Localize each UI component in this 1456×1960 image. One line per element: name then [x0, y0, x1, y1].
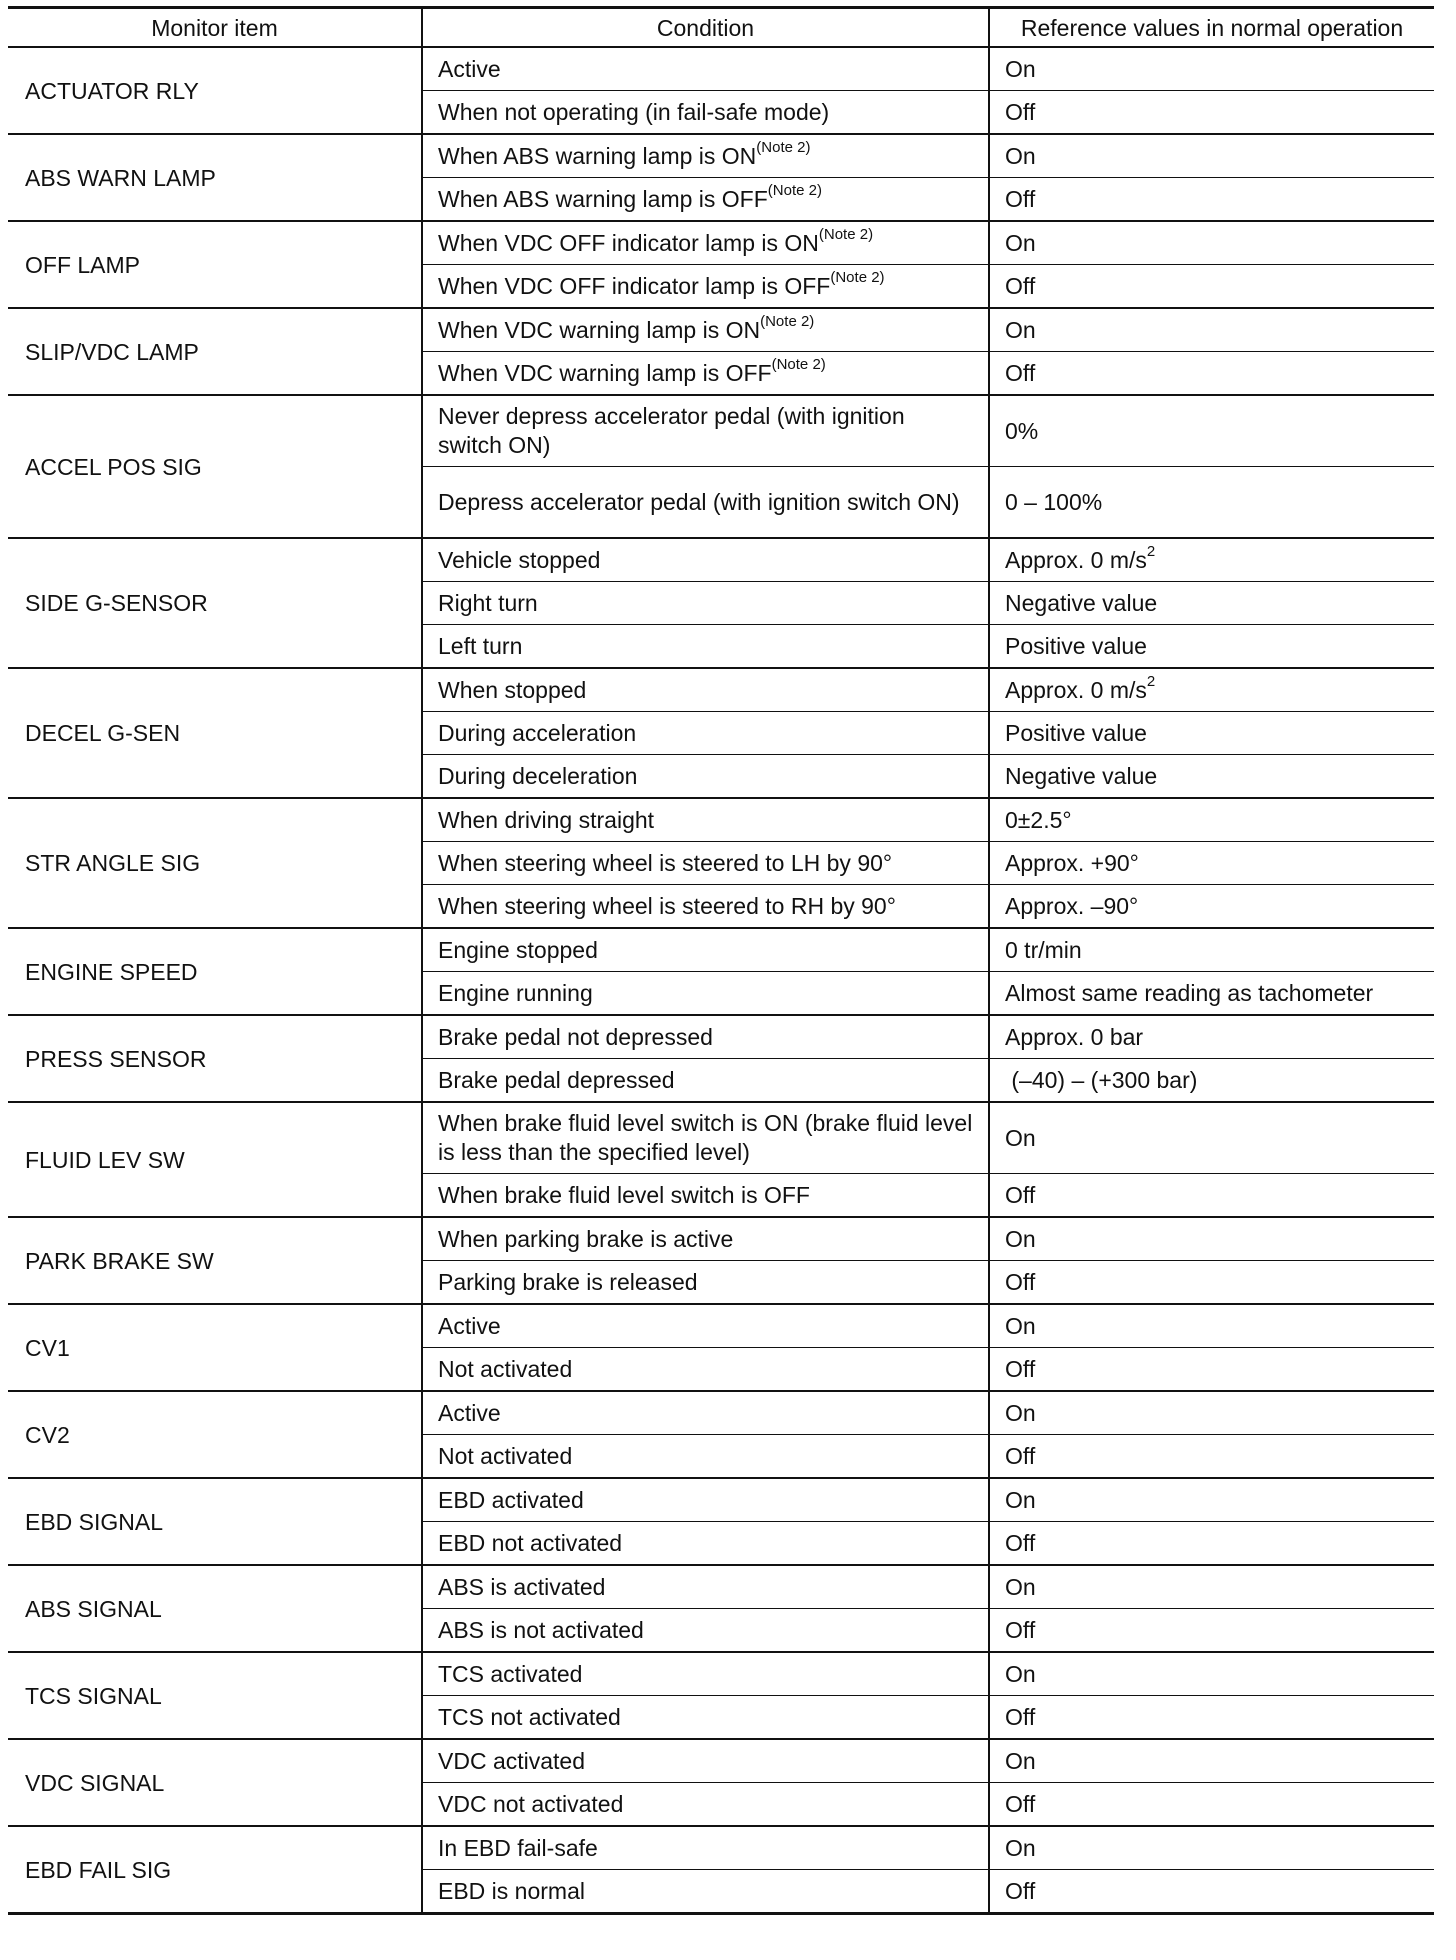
condition-text: Not activated — [438, 1443, 573, 1469]
condition-text: TCS activated — [438, 1661, 583, 1687]
monitor-item-cell: CV2 — [8, 1391, 422, 1478]
reference-value-cell — [989, 91, 1434, 135]
reference-value-cell — [989, 1059, 1434, 1103]
reference-value-text: On — [1005, 1748, 1036, 1774]
condition-cell — [422, 842, 989, 885]
table-row — [8, 1304, 1434, 1348]
reference-value-text: 0 – 100% — [1005, 489, 1103, 515]
reference-value-cell — [989, 928, 1434, 972]
reference-value-cell — [989, 1826, 1434, 1870]
reference-value-cell — [989, 1217, 1434, 1261]
reference-value-cell — [989, 972, 1434, 1016]
condition-cell — [422, 1609, 989, 1653]
reference-value-text: On — [1005, 1125, 1036, 1151]
condition-text: ABS is not activated — [438, 1617, 644, 1643]
condition-text: When VDC warning lamp is OFF — [438, 360, 772, 386]
table-row — [8, 1652, 1434, 1696]
monitor-item-cell: SIDE G-SENSOR — [8, 538, 422, 668]
table-row — [8, 47, 1434, 91]
condition-text: Active — [438, 1400, 501, 1426]
reference-value-cell — [989, 1102, 1434, 1174]
condition-text: When not operating (in fail-safe mode) — [438, 99, 830, 125]
reference-value-cell — [989, 1696, 1434, 1740]
monitor-item-cell: TCS SIGNAL — [8, 1652, 422, 1739]
condition-text: During acceleration — [438, 720, 637, 746]
reference-value-text: On — [1005, 56, 1036, 82]
condition-text: When steering wheel is steered to LH by 90° — [438, 850, 893, 876]
reference-value-text: Off — [1005, 99, 1036, 125]
monitor-item-cell: EBD FAIL SIG — [8, 1826, 422, 1914]
condition-text: Parking brake is released — [438, 1269, 698, 1295]
condition-text: Brake pedal depressed — [438, 1067, 675, 1093]
condition-text: When ABS warning lamp is OFF — [438, 186, 768, 212]
header-row — [8, 8, 1434, 48]
reference-value-text: On — [1005, 1313, 1036, 1339]
condition-text: Right turn — [438, 590, 538, 616]
note-reference: (Note 2) — [760, 313, 815, 331]
monitor-item-cell: ENGINE SPEED — [8, 928, 422, 1015]
condition-cell — [422, 1059, 989, 1103]
table-row — [8, 308, 1434, 352]
monitor-item-cell: CV1 — [8, 1304, 422, 1391]
reference-value-cell — [989, 178, 1434, 222]
reference-value-text: Off — [1005, 1617, 1036, 1643]
monitor-item-cell: ABS WARN LAMP — [8, 134, 422, 221]
note-reference: (Note 2) — [756, 139, 811, 157]
condition-text: ABS is activated — [438, 1574, 606, 1600]
reference-value-text: On — [1005, 230, 1036, 256]
reference-value-text: Off — [1005, 186, 1036, 212]
reference-value-cell — [989, 842, 1434, 885]
reference-value-cell — [989, 1174, 1434, 1218]
condition-text: Active — [438, 56, 501, 82]
reference-value-text: 0±2.5° — [1005, 807, 1072, 833]
condition-cell — [422, 1015, 989, 1059]
reference-value-text: Almost same reading as tachometer — [1005, 980, 1374, 1006]
note-reference: (Note 2) — [771, 356, 826, 374]
condition-cell — [422, 134, 989, 178]
condition-text: When brake fluid level switch is OFF — [438, 1182, 810, 1208]
header-condition: Condition — [422, 8, 989, 48]
condition-cell — [422, 1174, 989, 1218]
reference-value-cell — [989, 221, 1434, 265]
note-reference: (Note 2) — [818, 226, 874, 244]
reference-value-text: On — [1005, 143, 1036, 169]
condition-cell — [422, 221, 989, 265]
condition-text: When parking brake is active — [438, 1226, 734, 1252]
reference-value-text: Positive value — [1005, 633, 1147, 659]
monitor-item-cell: ACTUATOR RLY — [8, 47, 422, 134]
reference-value-cell — [989, 1565, 1434, 1609]
condition-text: During deceleration — [438, 763, 638, 789]
condition-cell — [422, 1739, 989, 1783]
monitor-item-cell: VDC SIGNAL — [8, 1739, 422, 1826]
condition-text: Not activated — [438, 1356, 573, 1382]
reference-value-text: Off — [1005, 1530, 1036, 1556]
condition-cell — [422, 1102, 989, 1174]
reference-value-text: Negative value — [1005, 763, 1158, 789]
table-row — [8, 395, 1434, 467]
reference-value-cell — [989, 668, 1434, 712]
reference-value-cell — [989, 395, 1434, 467]
reference-value-text: Positive value — [1005, 720, 1147, 746]
reference-value-cell — [989, 1870, 1434, 1914]
reference-value-cell — [989, 1015, 1434, 1059]
unit-exponent: 2 — [1146, 673, 1156, 691]
condition-text: Vehicle stopped — [438, 547, 601, 573]
monitor-item-cell: OFF LAMP — [8, 221, 422, 308]
reference-value-text: Off — [1005, 1704, 1036, 1730]
condition-cell — [422, 467, 989, 539]
table-row — [8, 1391, 1434, 1435]
monitor-item-cell: PARK BRAKE SW — [8, 1217, 422, 1304]
condition-cell — [422, 538, 989, 582]
reference-value-cell — [989, 712, 1434, 755]
table-row — [8, 1102, 1434, 1174]
table-row — [8, 1217, 1434, 1261]
condition-cell — [422, 755, 989, 799]
reference-value-text: Approx. –90° — [1005, 893, 1139, 919]
condition-text: EBD is normal — [438, 1878, 585, 1904]
reference-value-cell — [989, 582, 1434, 625]
reference-value-text: Off — [1005, 1269, 1036, 1295]
condition-cell — [422, 1522, 989, 1566]
condition-text: Left turn — [438, 633, 523, 659]
table-row — [8, 1478, 1434, 1522]
reference-value-text: Off — [1005, 1443, 1036, 1469]
reference-value-cell — [989, 352, 1434, 396]
table-header — [8, 8, 1434, 48]
condition-cell — [422, 1435, 989, 1479]
condition-text: Active — [438, 1313, 501, 1339]
condition-text: Never depress accelerator pedal (with ignition switch ON) — [438, 403, 905, 458]
reference-value-cell — [989, 1435, 1434, 1479]
condition-cell — [422, 1217, 989, 1261]
reference-value-cell — [989, 885, 1434, 929]
condition-cell — [422, 712, 989, 755]
table-row — [8, 134, 1434, 178]
table-row — [8, 538, 1434, 582]
reference-value-text: Off — [1005, 360, 1036, 386]
condition-text: When VDC OFF indicator lamp is ON — [438, 230, 819, 256]
reference-value-cell — [989, 134, 1434, 178]
condition-text: Engine running — [438, 980, 593, 1006]
condition-cell — [422, 972, 989, 1016]
table-row — [8, 928, 1434, 972]
reference-value-cell — [989, 47, 1434, 91]
condition-text: When VDC OFF indicator lamp is OFF — [438, 273, 831, 299]
table-row — [8, 1565, 1434, 1609]
reference-value-text: 0% — [1005, 418, 1039, 444]
condition-cell — [422, 1783, 989, 1827]
reference-value-text: Negative value — [1005, 590, 1158, 616]
monitor-item-cell: SLIP/VDC LAMP — [8, 308, 422, 395]
condition-cell — [422, 47, 989, 91]
reference-value-cell — [989, 467, 1434, 539]
monitor-item-cell: DECEL G-SEN — [8, 668, 422, 798]
condition-cell — [422, 1348, 989, 1392]
reference-value-text: Off — [1005, 273, 1036, 299]
condition-text: When stopped — [438, 677, 587, 703]
reference-value-cell — [989, 1783, 1434, 1827]
condition-text: Depress accelerator pedal (with ignition switch ON) — [438, 488, 960, 515]
reference-value-text: 0 tr/min — [1005, 937, 1082, 963]
condition-text: When driving straight — [438, 807, 655, 833]
condition-cell — [422, 1304, 989, 1348]
reference-value-text: Off — [1005, 1791, 1036, 1817]
reference-value-text: (–40) – (+300 bar) — [1005, 1067, 1198, 1093]
reference-value-cell — [989, 625, 1434, 669]
reference-value-text: Approx. 0 bar — [1005, 1024, 1144, 1050]
condition-text: When ABS warning lamp is ON — [438, 143, 757, 169]
table-row — [8, 1826, 1434, 1870]
condition-cell — [422, 1261, 989, 1305]
reference-value-cell — [989, 798, 1434, 842]
condition-text: Brake pedal not depressed — [438, 1024, 713, 1050]
reference-value-text: On — [1005, 1574, 1036, 1600]
note-reference: (Note 2) — [767, 182, 822, 200]
reference-value-cell — [989, 1652, 1434, 1696]
reference-value-cell — [989, 1522, 1434, 1566]
reference-value-cell — [989, 1609, 1434, 1653]
reference-value-text: On — [1005, 1835, 1036, 1861]
reference-value-text: On — [1005, 1487, 1036, 1513]
reference-value-text: On — [1005, 1226, 1036, 1252]
reference-value-text: Off — [1005, 1878, 1036, 1904]
condition-cell — [422, 1478, 989, 1522]
reference-value-cell — [989, 1391, 1434, 1435]
reference-value-text: On — [1005, 1400, 1036, 1426]
condition-cell — [422, 625, 989, 669]
reference-value-cell — [989, 538, 1434, 582]
condition-text: VDC activated — [438, 1748, 586, 1774]
table-row — [8, 1739, 1434, 1783]
unit-exponent: 2 — [1146, 543, 1156, 561]
reference-value-text: Off — [1005, 1356, 1036, 1382]
monitor-item-cell: STR ANGLE SIG — [8, 798, 422, 928]
monitor-item-cell: ABS SIGNAL — [8, 1565, 422, 1652]
condition-cell — [422, 1696, 989, 1740]
condition-text: EBD activated — [438, 1487, 584, 1513]
reference-value-cell — [989, 1304, 1434, 1348]
condition-text: TCS not activated — [438, 1704, 621, 1730]
monitor-item-cell: FLUID LEV SW — [8, 1102, 422, 1217]
condition-text: When VDC warning lamp is ON — [438, 317, 761, 343]
reference-value-text: Approx. +90° — [1005, 850, 1139, 876]
table-row — [8, 668, 1434, 712]
condition-cell — [422, 308, 989, 352]
reference-value-cell — [989, 1348, 1434, 1392]
monitor-item-cell: EBD SIGNAL — [8, 1478, 422, 1565]
reference-value-cell — [989, 1739, 1434, 1783]
condition-text: When brake fluid level switch is ON (brake fluid level is less than the specified level) — [438, 1110, 973, 1165]
condition-cell — [422, 265, 989, 309]
reference-value-text: On — [1005, 317, 1036, 343]
monitor-reference-table — [8, 6, 1434, 1915]
condition-text: VDC not activated — [438, 1791, 624, 1817]
reference-value-text: Off — [1005, 1182, 1036, 1208]
header-reference-values: Reference values in normal operation — [989, 8, 1434, 48]
reference-value-text: Approx. 0 m/s — [1005, 547, 1147, 573]
monitor-item-cell: PRESS SENSOR — [8, 1015, 422, 1102]
condition-cell — [422, 352, 989, 396]
note-reference: (Note 2) — [830, 269, 885, 287]
condition-cell — [422, 1565, 989, 1609]
table-body — [8, 47, 1434, 1914]
condition-text: When steering wheel is steered to RH by 90° — [438, 893, 896, 919]
reference-value-cell — [989, 1478, 1434, 1522]
reference-value-cell — [989, 1261, 1434, 1305]
table-row — [8, 221, 1434, 265]
condition-text: Engine stopped — [438, 937, 598, 963]
condition-text: EBD not activated — [438, 1530, 623, 1556]
condition-cell — [422, 668, 989, 712]
condition-cell — [422, 798, 989, 842]
condition-cell — [422, 178, 989, 222]
condition-text: In EBD fail-safe — [438, 1835, 598, 1861]
condition-cell — [422, 885, 989, 929]
table-row — [8, 1015, 1434, 1059]
condition-cell — [422, 1391, 989, 1435]
condition-cell — [422, 1652, 989, 1696]
reference-value-text: On — [1005, 1661, 1036, 1687]
condition-cell — [422, 1826, 989, 1870]
reference-value-cell — [989, 755, 1434, 799]
reference-value-cell — [989, 308, 1434, 352]
table-row — [8, 798, 1434, 842]
reference-value-text: Approx. 0 m/s — [1005, 677, 1147, 703]
reference-value-cell — [989, 265, 1434, 309]
condition-cell — [422, 928, 989, 972]
condition-cell — [422, 582, 989, 625]
condition-cell — [422, 91, 989, 135]
monitor-item-cell: ACCEL POS SIG — [8, 395, 422, 538]
condition-cell — [422, 395, 989, 467]
header-monitor-item: Monitor item — [8, 8, 422, 48]
condition-cell — [422, 1870, 989, 1914]
